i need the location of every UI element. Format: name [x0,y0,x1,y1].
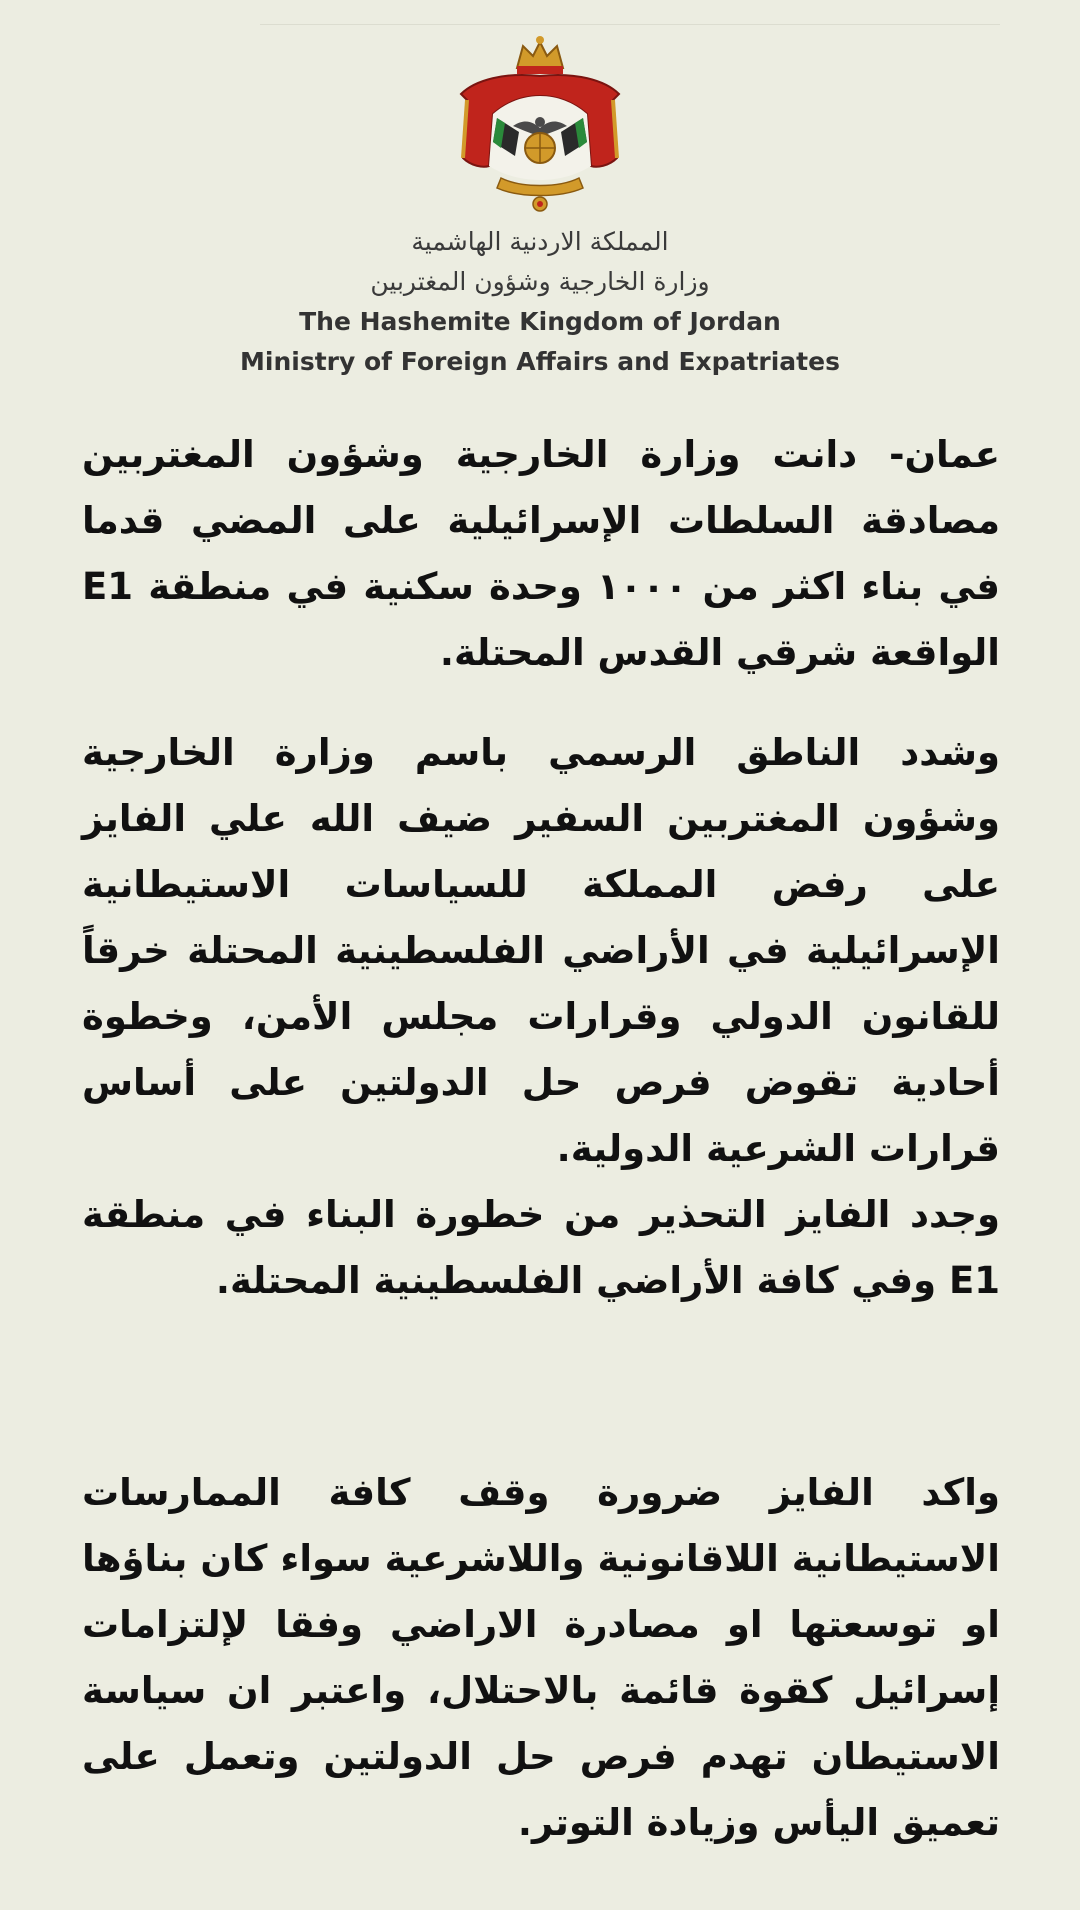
letterhead [0,30,1080,382]
letterhead-english-ministry: Ministry of Foreign Affairs and Expatriates [240,347,840,376]
paragraph-warning: وجدد الفايز التحذير من خطورة البناء في منطقة E1 وفي كافة الأراضي الفلسطينية المحتلة. [82,1193,1000,1302]
paragraph-condemnation: عمان- دانت وزارة الخارجية وشؤون المغتربين مصادقة السلطات الإسرائيلية على المضي قدما في بناء اكثر من ١٠٠٠ وحدة سكنية في منطقة E1 الواقعة شرقي القدس المحتلة. [82,433,1000,674]
paragraph-call-to-stop: واكد الفايز ضرورة وقف كافة الممارسات الاستيطانية اللاقانونية واللاشرعية سواء كان بناؤها او توسعتها او مصادرة الاراضي وفقا لإلتزامات إسرائيل كقوة قائمة بالاحتلال، واعتبر ان سياسة الاستيطان تهدم فرص حل الدولتين وتعمل على تعميق اليأس وزيادة التوتر. [82,1471,1000,1844]
letterhead-arabic-kingdom: المملكة الاردنية الهاشمية [411,227,669,256]
letterhead-arabic-ministry: وزارة الخارجية وشؤون المغتربين [370,267,710,296]
jordan-coat-of-arms-icon [445,30,635,220]
press-release-body [82,422,1000,1856]
letterhead-english-kingdom: The Hashemite Kingdom of Jordan [299,307,781,336]
top-divider [260,24,1000,25]
paragraph-spokesperson-statement: وشدد الناطق الرسمي باسم وزارة الخارجية وشؤون المغتربين السفير ضيف الله علي الفايز على رفض المملكة للسياسات الاستيطانية الإسرائيلية في الأراضي الفلسطينية المحتلة خرقاً للقانون الدولي وقرارات مجلس الأمن، وخطوة أحادية تقوض فرص حل الدولتين على أساس قرارات الشرعية الدولية. [82,731,1000,1170]
